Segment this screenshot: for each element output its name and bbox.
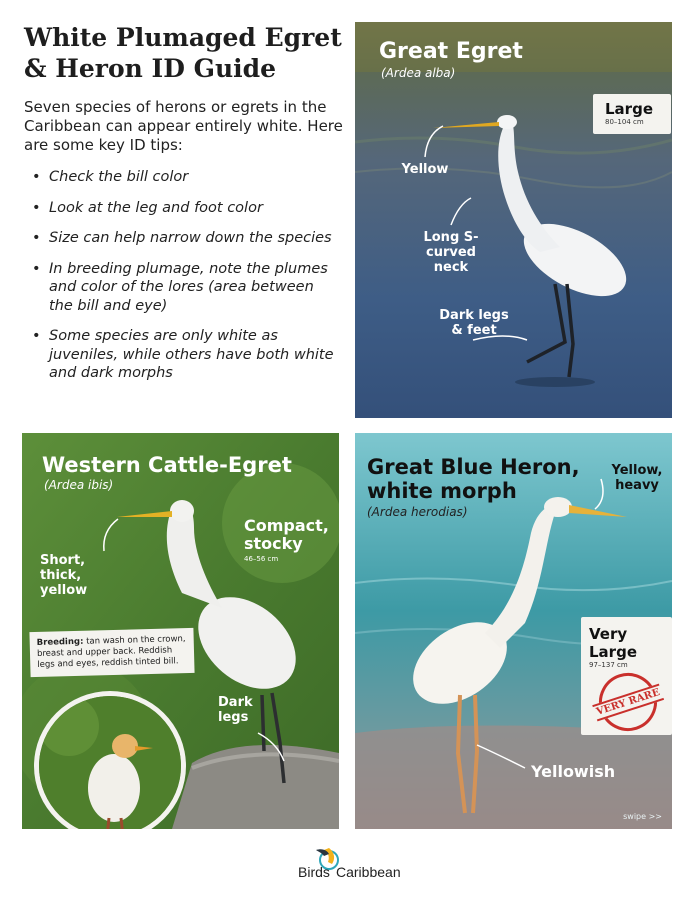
species-name: Great Blue Heron, white morph <box>367 455 580 503</box>
bill-label: Yellow, heavy <box>611 463 663 493</box>
tip-item: • Size can help narrow down the species <box>32 229 342 248</box>
breeding-egret-image <box>39 696 181 829</box>
size-range: 97–137 cm <box>589 661 628 669</box>
scientific-name: (Ardea herodias) <box>367 505 468 519</box>
size-range: 46–56 cm <box>244 555 279 563</box>
tip-item: • Check the bill color <box>32 168 342 187</box>
bill-label: Short, thick, yellow <box>40 553 88 598</box>
stamp-label: VERY RARE <box>592 683 664 721</box>
page-title: White Plumaged Egret & Heron ID Guide <box>24 23 342 83</box>
legs-label: Yellowish <box>531 762 616 781</box>
intro-text: Seven species of herons or egrets in the Caribbean can appear entirely white. Here are some key ID tips: <box>24 98 343 154</box>
tip-item: • Look at the leg and foot color <box>32 199 342 218</box>
species-name: Great Egret <box>379 39 523 64</box>
logo-text-birds: Birds <box>298 864 330 880</box>
legs-label: Dark legs & feet <box>439 308 509 338</box>
great-blue-heron-panel <box>355 433 672 829</box>
cattle-egret-panel <box>22 433 339 829</box>
size-label: Very Large <box>589 625 637 661</box>
size-range: 80–104 cm <box>605 118 644 126</box>
logo-text-caribbean: Caribbean <box>336 864 401 880</box>
breeding-note <box>29 628 194 677</box>
tips-list <box>32 168 342 395</box>
neck-label: Long S-curved neck <box>423 230 479 275</box>
scientific-name: (Ardea alba) <box>381 66 456 80</box>
great-egret-panel <box>355 22 672 418</box>
bill-label: Yellow <box>401 162 449 177</box>
size-tag <box>593 94 671 134</box>
scientific-name: (Ardea ibis) <box>44 478 114 492</box>
tip-item: • In breeding plumage, note the plumes and color of the lores (area between the bill and eye) <box>32 260 342 316</box>
species-name: Western Cattle-Egret <box>42 453 292 477</box>
breeding-label: Breeding: <box>36 636 84 648</box>
tip-item: • Some species are only white as juveniles, while others have both white and dark morphs <box>32 327 342 383</box>
birdscaribbean-logo <box>298 844 408 884</box>
breeding-text: tan wash on the crown, breast and upper back. Reddish legs and eyes, reddish tinted bill. <box>36 634 186 670</box>
breeding-inset-photo <box>34 691 186 829</box>
legs-label: Dark legs <box>218 695 253 725</box>
size-label: Large <box>605 100 653 118</box>
great-egret-photo <box>355 22 672 418</box>
size-label: Compact, stocky <box>244 516 329 553</box>
swipe-hint[interactable]: swipe >> <box>623 812 662 821</box>
